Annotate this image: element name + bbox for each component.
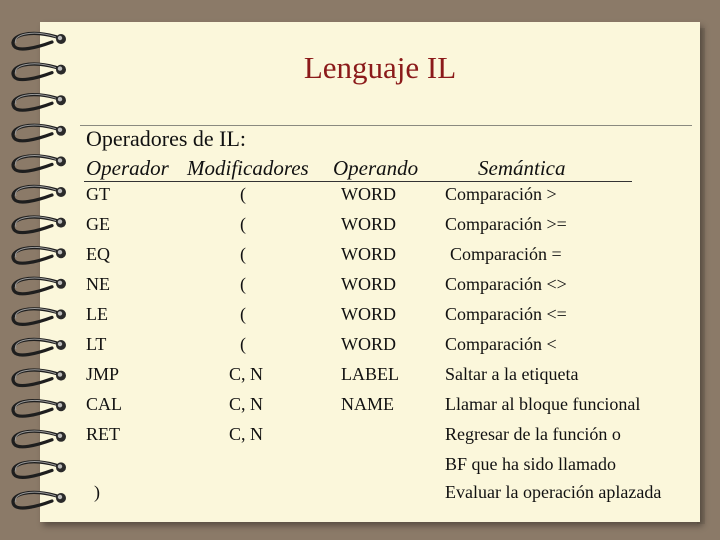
binding-hole-shine — [58, 281, 62, 285]
row-6-operator: JMP — [86, 364, 120, 384]
row-4-semantics: Comparación <= — [445, 304, 567, 324]
binding-hole-shine — [58, 128, 62, 132]
row-1-operator: GE — [86, 214, 110, 234]
subtitle: Operadores de IL: — [86, 126, 247, 151]
row-0-modifier: ( — [240, 184, 246, 204]
row-5-semantics: Comparación < — [445, 334, 557, 354]
row-0-operator: GT — [86, 184, 110, 204]
row-4-operator: LE — [86, 304, 108, 324]
row-5-modifier: ( — [240, 334, 246, 354]
header-operador: Operador — [86, 156, 169, 180]
row-3-modifier: ( — [240, 274, 246, 294]
row-8-operator: RET — [86, 424, 120, 444]
row-6-operand: LABEL — [341, 364, 399, 384]
binding-hole-shine — [58, 189, 62, 193]
row-2-operator: EQ — [86, 244, 110, 264]
row-7-semantics: Llamar al bloque funcional — [445, 394, 641, 414]
row-3-operator: NE — [86, 274, 110, 294]
row-9-operator: ) — [94, 482, 100, 502]
row-0-semantics: Comparación > — [445, 184, 557, 204]
binding-hole-shine — [58, 311, 62, 315]
row-1-operand: WORD — [341, 214, 396, 234]
row-6-semantics: Saltar a la etiqueta — [445, 364, 579, 384]
row-7-operator: CAL — [86, 394, 122, 414]
header-underline — [84, 181, 632, 182]
row-8-modifier: C, N — [229, 424, 264, 444]
header-modificadores: Modificadores — [187, 156, 309, 180]
binding-hole-shine — [58, 342, 62, 346]
row-7-modifier: C, N — [229, 394, 264, 414]
row-3-operand: WORD — [341, 274, 396, 294]
binding-hole-shine — [58, 495, 62, 499]
binding-hole-shine — [58, 403, 62, 407]
row-1-modifier: ( — [240, 214, 246, 234]
binding-hole-shine — [58, 97, 62, 101]
row-2-semantics: Comparación = — [450, 244, 562, 264]
binding-hole-shine — [58, 250, 62, 254]
binding-hole-shine — [58, 372, 62, 376]
row-6-modifier: C, N — [229, 364, 264, 384]
row-9-semantics: Evaluar la operación aplazada — [445, 482, 662, 502]
binding-hole-shine — [58, 219, 62, 223]
row-0-operand: WORD — [341, 184, 396, 204]
binding-hole-shine — [58, 36, 62, 40]
notebook-page — [40, 22, 700, 522]
row-4-modifier: ( — [240, 304, 246, 324]
row-2-modifier: ( — [240, 244, 246, 264]
row-4-operand: WORD — [341, 304, 396, 324]
row-8-semantics-continuation: BF que ha sido llamado — [445, 454, 616, 474]
row-2-operand: WORD — [341, 244, 396, 264]
row-3-semantics: Comparación <> — [445, 274, 567, 294]
header-semantica: Semántica — [478, 156, 566, 180]
row-5-operand: WORD — [341, 334, 396, 354]
binding-hole-shine — [58, 434, 62, 438]
binding-hole-shine — [58, 158, 62, 162]
row-1-semantics: Comparación >= — [445, 214, 567, 234]
page-title: Lenguaje IL — [303, 50, 457, 85]
row-5-operator: LT — [86, 334, 107, 354]
row-8-semantics: Regresar de la función o — [445, 424, 621, 444]
row-7-operand: NAME — [341, 394, 394, 414]
header-operando: Operando — [333, 156, 419, 180]
binding-hole-shine — [58, 464, 62, 468]
